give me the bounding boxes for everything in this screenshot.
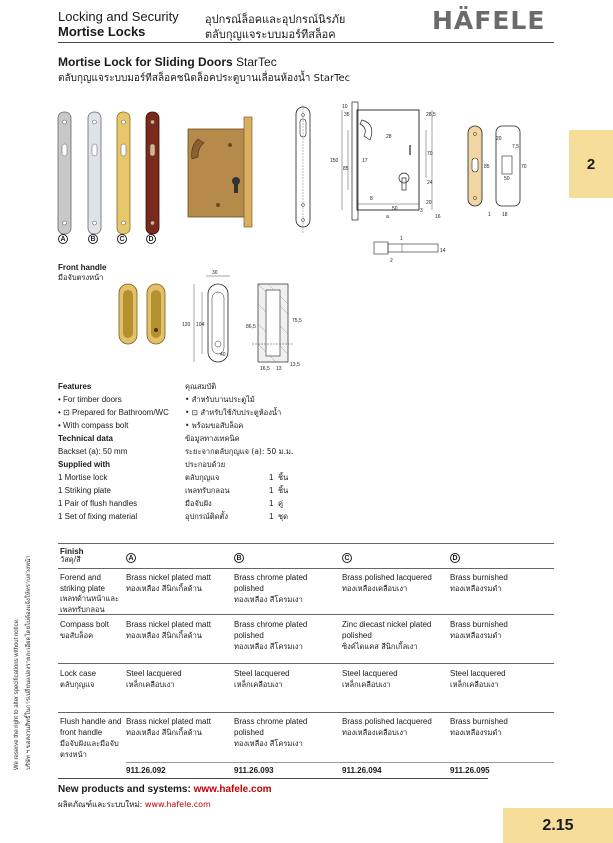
table-row-rule [58, 712, 554, 713]
table-cell-thai: เหล็กเคลือบเงา [234, 680, 283, 689]
dim-label: 85 [343, 166, 349, 172]
table-row-label: Forend and striking plate [60, 573, 105, 593]
table-cell: Brass burnished [450, 717, 508, 726]
table-row-label: Flush handle and front handle [60, 717, 122, 737]
dim-label: 17 [362, 158, 368, 164]
hafele-logo: HÄFELE [432, 6, 546, 35]
dim-label: 85 [484, 164, 490, 170]
front-handle-label-thai: มือจับตรงหน้า [58, 273, 104, 282]
dim-label: 7,5 [512, 144, 519, 150]
flush-handles-image [115, 280, 175, 360]
strike-plate-drawing [458, 120, 528, 220]
dim-label: 120 [182, 322, 191, 328]
dim-label: 14 [440, 248, 446, 254]
feature-item: • ⊡ Prepared for Bathroom/WC [58, 408, 169, 417]
table-cell: Brass burnished [450, 573, 508, 582]
table-cell: Steel lacquered [234, 669, 290, 678]
dim-label: 3 [420, 208, 423, 214]
side-note-th: บริษัท ฯ ขอสงวนสิทธิ์ในการเปลี่ยนแปลงรายละเอียดโดยไม่ต้องแจ้งให้ทราบล่วงหน้า [26, 555, 32, 770]
table-cell-thai: ทองเหลืองรมดำ [450, 584, 502, 593]
art-number-b: 911.26.093 [234, 766, 274, 775]
dim-label: 13 [276, 366, 282, 372]
table-row-label: Compass bolt [60, 620, 109, 629]
page-number: 2.15 [503, 808, 613, 843]
table-cell-thai: ทองเหลือง สีนิกเกิ้ลด้าน [126, 584, 202, 593]
finish-label-d: D [146, 234, 156, 244]
supplied-unit: ชิ้น [278, 473, 289, 482]
table-row-label-thai: เพลทด้านหน้าและเพลทรับกลอน [60, 594, 119, 614]
dim-label: 86,5 [246, 324, 256, 330]
supplied-item-thai: เพลทรับกลอน [185, 486, 230, 495]
table-cell-thai: ทองเหลืองรมดำ [450, 631, 502, 640]
forend-plate-b [88, 112, 101, 234]
finish-label-c: C [117, 234, 127, 244]
column-label-d: D [450, 553, 460, 563]
forend-drawing [288, 105, 318, 235]
table-cell-thai: ซิงค์ไดแคส สีนิกเกิ้ลเงา [342, 642, 418, 651]
supplied-item-thai: มือจับฝัง [185, 499, 212, 508]
dim-label: 16 [435, 214, 441, 220]
table-cell-thai: ทองเหลือง สีโครมเงา [234, 739, 303, 748]
footer-prefix: New products and systems: [58, 784, 191, 795]
table-cell: Brass polished lacquered [342, 573, 432, 582]
forend-plate-d [146, 112, 159, 234]
table-row-rule [58, 663, 554, 664]
table-cell-thai: ทองเหลืองเคลือบเงา [342, 584, 408, 593]
table-top-rule [58, 543, 554, 544]
technical-heading: Technical data [58, 434, 113, 443]
table-cell: Steel lacquered [126, 669, 182, 678]
supplied-item-thai: อุปกรณ์ติดตั้ง [185, 512, 229, 521]
table-cell: Brass nickel plated matt [126, 620, 211, 629]
table-row-label-thai: ขอสับล็อค [60, 631, 94, 640]
dim-label: 8 [370, 196, 373, 202]
table-cell: Brass polished lacquered [342, 717, 432, 726]
table-cell-thai: ทองเหลืองรมดำ [450, 728, 502, 737]
dim-label: 24 [427, 180, 433, 186]
footer-url-thai[interactable]: www.hafele.com [144, 800, 211, 809]
section-subtitle: Mortise Locks [58, 24, 146, 39]
table-cell: Brass burnished [450, 620, 508, 629]
dim-label: 50 [392, 206, 398, 212]
dim-label: 150 [330, 158, 339, 164]
dim-label: 75,5 [292, 318, 302, 324]
side-note-en: We reserve the right to alter specifications without notice. [14, 618, 20, 770]
section-title-thai: อุปกรณ์ล็อคและอุปกรณ์นิรภัย [205, 13, 346, 26]
dim-label: 1 [488, 212, 491, 218]
forend-plate-c [117, 112, 130, 234]
dim-label: 70 [521, 164, 527, 170]
dim-label: 50 [504, 176, 510, 182]
dim-label: 2 [390, 258, 393, 264]
table-cell-thai: ทองเหลือง สีโครมเงา [234, 642, 303, 651]
dim-label: 16,5 [260, 366, 270, 372]
technical-heading-thai: ข้อมูลทางเทคนิค [185, 434, 240, 443]
dim-label: a [386, 214, 389, 220]
chapter-tab: 2 [569, 130, 613, 198]
bolt-drawing [370, 234, 450, 264]
supplied-qty: 1 [269, 499, 274, 508]
column-label-a: A [126, 553, 136, 563]
table-cell-thai: ทองเหลืองเคลือบเงา [342, 728, 408, 737]
finish-label-b: B [88, 234, 98, 244]
section-subtitle-thai: ตลับกุญแจระบบมอร์ทีสล็อค [205, 28, 336, 41]
supplied-item: 1 Set of fixing material [58, 512, 138, 521]
supplied-item: 1 Pair of flush handles [58, 499, 138, 508]
dim-label: 28 [386, 134, 392, 140]
finish-label-a: A [58, 234, 68, 244]
table-cell-thai: เหล็กเคลือบเงา [450, 680, 499, 689]
finish-heading: Finish [60, 547, 84, 556]
supplied-unit: คู่ [278, 499, 284, 508]
feature-item-thai: • ⊡ สำหรับใช้กับประตูห้องน้ำ [185, 408, 282, 417]
dim-label: 20 [426, 200, 432, 206]
side-notes [14, 555, 32, 770]
lock-dimension-drawing [322, 100, 442, 225]
backset-value: Backset (a): 50 mm [58, 447, 128, 456]
product-title-brand: StarTec [236, 55, 277, 69]
dim-label: 10 [342, 104, 348, 110]
supplied-unit: ชิ้น [278, 486, 289, 495]
dim-label: 13,5 [290, 362, 300, 368]
supplied-qty: 1 [269, 512, 274, 521]
supplied-qty: 1 [269, 486, 274, 495]
dim-label: 28,5 [426, 112, 436, 118]
supplied-item: 1 Striking plate [58, 486, 111, 495]
table-header-rule [58, 568, 554, 569]
footer-url[interactable]: www.hafele.com [193, 784, 272, 795]
table-cell-thai: ทองเหลือง สีนิกเกิ้ลด้าน [126, 631, 202, 640]
supplied-qty: 1 [269, 473, 274, 482]
table-cell: Steel lacquered [342, 669, 398, 678]
dim-label: 35 [344, 112, 350, 118]
product-title-thai: ตลับกุญแจระบบมอร์ทีสล็อคชนิดล็อคประตูบานเลื่อนห้องน้ำ StarTec [58, 73, 351, 84]
header-rule [58, 42, 554, 43]
footer-prefix-thai: ผลิตภัณฑ์และระบบใหม่: [58, 800, 143, 809]
table-row-label: Lock case [60, 669, 97, 678]
dim-label: 18 [502, 212, 508, 218]
handle-dimension-drawing [180, 270, 310, 375]
art-number-a: 911.26.092 [126, 766, 166, 775]
table-row-label-thai: มือจับฝังและมือจับตรงหน้า [60, 739, 119, 759]
dim-label: 104 [196, 322, 205, 328]
dim-label: 40 [220, 352, 226, 358]
dim-label: 70 [427, 151, 433, 157]
table-cell-thai: เหล็กเคลือบเงา [126, 680, 175, 689]
supplied-heading: Supplied with [58, 460, 110, 469]
table-cell: Brass chrome plated polished [234, 573, 308, 593]
feature-item-thai: • สำหรับบานประตูไม้ [185, 395, 255, 404]
table-cell-thai: เหล็กเคลือบเงา [342, 680, 391, 689]
table-cell: Zinc diecast nickel plated polished [342, 620, 432, 640]
features-heading-thai: คุณสมบัติ [185, 382, 217, 391]
table-row-rule [58, 614, 554, 615]
art-number-d: 911.26.095 [450, 766, 490, 775]
footer-line-1 [58, 784, 272, 795]
table-cell-thai: ทองเหลือง สีโครมเงา [234, 595, 303, 604]
column-label-b: B [234, 553, 244, 563]
table-cell: Brass chrome plated polished [234, 717, 308, 737]
art-number-rule [126, 762, 554, 763]
dim-label: 1 [400, 236, 403, 242]
feature-item-thai: • พร้อมขอสับล็อค [185, 421, 244, 430]
forend-plates-image [55, 108, 175, 248]
feature-item: • For timber doors [58, 395, 122, 404]
supplied-heading-thai: ประกอบด้วย [185, 460, 226, 469]
feature-item: • With compass bolt [58, 421, 129, 430]
backset-value-thai: ระยะจากตลับกุญแจ (a): 50 ม.ม. [185, 447, 294, 456]
footer-line-2 [58, 798, 211, 811]
table-cell-thai: ทองเหลือง สีนิกเกิ้ลด้าน [126, 728, 202, 737]
forend-plate-a [58, 112, 71, 234]
footer-rule [58, 778, 488, 779]
supplied-item-thai: ตลับกุญแจ [185, 473, 220, 482]
table-cell: Steel lacquered [450, 669, 506, 678]
finish-heading-thai: วัสดุ/สี [60, 555, 81, 564]
features-heading: Features [58, 382, 92, 391]
supplied-unit: ชุด [278, 512, 288, 521]
product-title-main: Mortise Lock for Sliding Doors [58, 55, 233, 69]
column-label-c: C [342, 553, 352, 563]
dim-label: 30 [212, 270, 218, 276]
table-cell: Brass chrome plated polished [234, 620, 308, 640]
table-cell: Brass nickel plated matt [126, 717, 211, 726]
front-handle-label: Front handle [58, 263, 107, 272]
table-row-label-thai: ตลับกุญแจ [60, 680, 95, 689]
supplied-item: 1 Mortise lock [58, 473, 108, 482]
section-title: Locking and Security [58, 9, 179, 24]
dim-label: 20 [496, 136, 502, 142]
product-title [58, 55, 277, 69]
lock-case-image [180, 115, 260, 230]
art-number-c: 911.26.094 [342, 766, 382, 775]
table-cell: Brass nickel plated matt [126, 573, 211, 582]
